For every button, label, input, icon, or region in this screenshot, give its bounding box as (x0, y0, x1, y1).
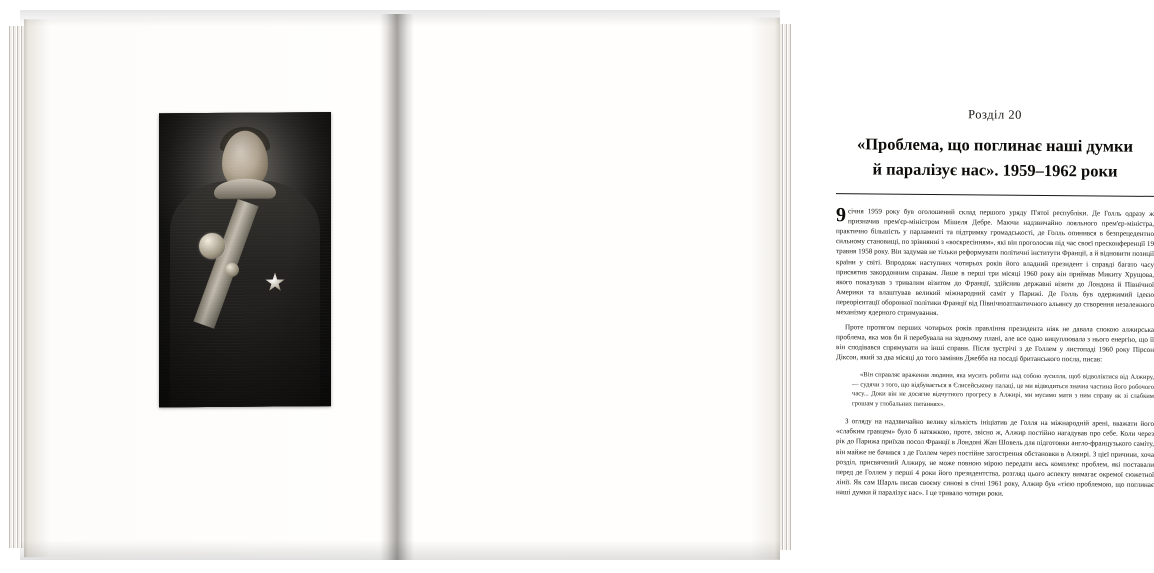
body-paragraph: Проте протягом перших чотирьох років правління президента ніяк не давала спокою алжирська проблема, яка мов би й перебувала на задньому плані, але все одно вицуплювала з нього енергію, що її він сподівався спрямувати на інші справи. Після зустрічі з де Голлем у листопаді 1960 року Пірсон Діксон, який за два місяці до того замінив Джебба на посаді британського посла, писав: (836, 323, 1154, 364)
portrait-photograph (159, 112, 331, 407)
body-paragraph-text: січня 1959 року був оголошений склад першого уряду П'ятої республіки. Де Голль одразу ж призначив прем'єр-міністром Мішеля Дебре. Маючи надзвичайно лояльного прем'єр-міністра, практично більшість у парламенті та підтримку громадськості, де Голль опинився в безпрецедентно сильному становищі, по зрівнянні з «воскресінням», які він проголосив під час своєї пресконференції 19 травня 1958 року. Він задумав не тільки реформувати політичні інститути Франції, а й відновити позиції країни у світі. Впродовж наступних чотирьох років його владний президент і справді багато часу присвятив закордонним справам. Лише в перші три місяці 1960 року він приймав Микиту Хрущова, якого показував з тривалим візитом до Франції, здійснив державні візити до Лондона й Північної Америки та влаштував великий міжнародний саміт у Парижі. Де Голль був одержимий ідеєю переорієнтації оборонної політики Франції від Північноатлантичного альянсу до створення незалежного механізму ядерного стримування. (836, 207, 1154, 317)
title-divider (836, 193, 1154, 197)
right-page (404, 14, 1154, 559)
chapter-number: Розділ 20 (968, 107, 1022, 122)
chapter-title-line-2: й паралізує нас». 1959–1962 роки (872, 159, 1118, 181)
portrait-photograph-frame (159, 112, 331, 407)
book-top-shadow (20, 10, 780, 26)
chapter-title-line-1: «Проблема, що поглинає наші думки (856, 134, 1134, 156)
body-paragraph (836, 206, 1154, 319)
block-quote: «Він справляє враження людини, яка мусить робити над собою зусилля, щоб відволіктися від Алжиру, — судячи з того, що відбувається в Єлисейському палаці, це ми відводиться значна частина його робочого часу... Доки він не досягне відчутного прогресу в Алжирі, ми мусимо мати з ним справу як зі слабким грошам у глобальних питаннях». (852, 371, 1154, 408)
book-gutter (380, 14, 414, 560)
drop-cap: 9 (836, 204, 846, 227)
book-bottom-shadow (20, 540, 780, 560)
body-paragraph: З огляду на надзвичайно велику кількість ініціатив де Голля на міжнародній арені, вважати його «слабким гравцем» було б натяжкою, проте, звісно ж, Алжир постійно нагадував про себе. Коли через рік до Парижа приїхав посол Франції в Лондоні Жан Шовель для підготовки англо-французького саміту, він майже не бачився з де Голлем через постійне загострення обстановки в Алжирі. З цієї причини, хоча розділ, присвячений Алжиру, не може повною мірою передати весь комплекс проблем, які поставали перед де Голлем у перші 4 роки його президентства, розгляд цього аспекту вимагає окремої сюжетної лінії. Як сам Шарль писав своєму синові в січні 1961 року, Алжир був «тією проблемою, що поглинає наші думки й паралізує нас». І це тривало чотири роки. (836, 417, 1154, 498)
photo-vignette (159, 112, 331, 407)
left-page (24, 17, 394, 558)
right-page-text-column (836, 106, 1154, 505)
